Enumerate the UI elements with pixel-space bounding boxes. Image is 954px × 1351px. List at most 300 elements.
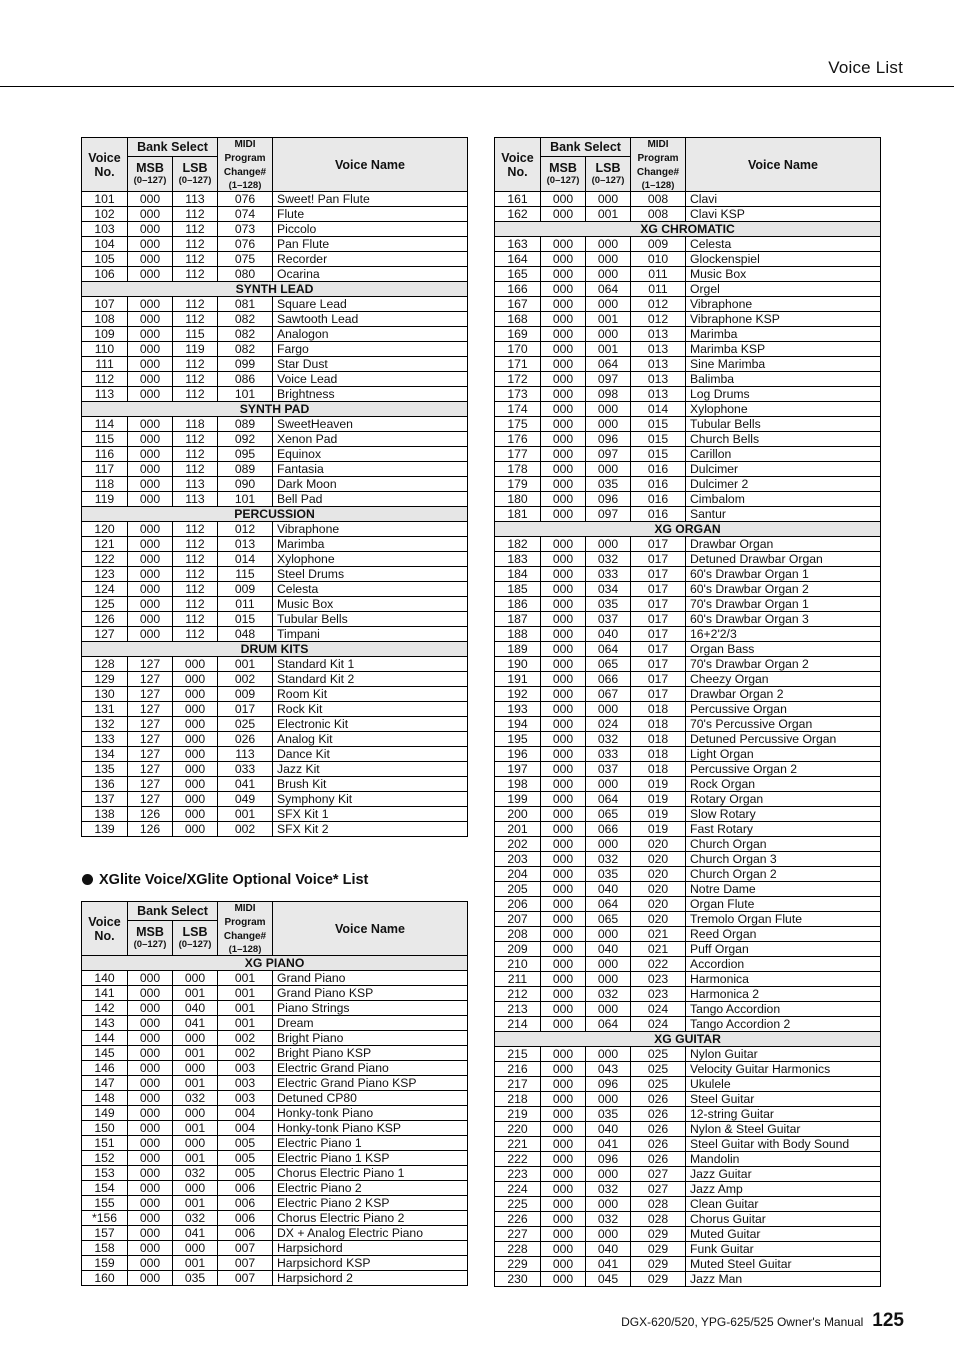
voice-name-cell: Equinox <box>273 447 468 462</box>
lsb-cell: 001 <box>173 1151 218 1166</box>
group-label: DRUM KITS <box>82 642 468 657</box>
voice-row <box>82 462 468 477</box>
group-header-row <box>495 522 881 537</box>
voice-no-cell: 214 <box>495 1017 541 1032</box>
voice-row <box>495 537 881 552</box>
voice-name-cell: Celesta <box>686 237 881 252</box>
voice-name-cell: Dark Moon <box>273 477 468 492</box>
voice-name-cell: Star Dust <box>273 357 468 372</box>
header-row <box>82 902 468 921</box>
voice-row <box>495 1002 881 1017</box>
voice-row <box>82 432 468 447</box>
lsb-cell: 000 <box>586 192 631 207</box>
program-change-cell: 089 <box>218 462 273 477</box>
msb-cell: 000 <box>128 1196 173 1211</box>
program-change-cell: 027 <box>631 1182 686 1197</box>
program-change-cell: 006 <box>218 1211 273 1226</box>
voice-no-cell: 197 <box>495 762 541 777</box>
voice-row <box>495 1197 881 1212</box>
voice-name-cell: Orgel <box>686 282 881 297</box>
voice-row <box>495 507 881 522</box>
lsb-cell: 112 <box>173 582 218 597</box>
msb-cell: 000 <box>128 627 173 642</box>
voice-no-cell: 222 <box>495 1152 541 1167</box>
lsb-cell: 001 <box>173 1121 218 1136</box>
msb-cell: 000 <box>128 192 173 207</box>
voice-row <box>495 747 881 762</box>
voice-name-cell: Santur <box>686 507 881 522</box>
msb-cell: 126 <box>128 822 173 837</box>
group-header-row <box>82 282 468 297</box>
lsb-cell: 000 <box>173 792 218 807</box>
voice-no-cell: 110 <box>82 342 128 357</box>
voice-row <box>82 822 468 837</box>
lsb-cell: 000 <box>173 822 218 837</box>
program-change-cell: 081 <box>218 297 273 312</box>
lsb-cell: 065 <box>586 912 631 927</box>
lsb-cell: 037 <box>586 762 631 777</box>
voice-name-cell: Jazz Amp <box>686 1182 881 1197</box>
msb-label: MSB <box>136 925 164 940</box>
voice-row <box>82 657 468 672</box>
voice-no-cell: 128 <box>82 657 128 672</box>
msb-cell: 000 <box>541 1092 586 1107</box>
msb-cell: 000 <box>541 792 586 807</box>
voice-no-cell: 159 <box>82 1256 128 1271</box>
program-change-cell: 029 <box>631 1272 686 1287</box>
page-header-title: Voice List <box>828 58 903 77</box>
msb-cell: 000 <box>128 477 173 492</box>
voice-name-cell: Notre Dame <box>686 882 881 897</box>
voice-no-cell: 161 <box>495 192 541 207</box>
voice-name-cell: 70's Drawbar Organ 1 <box>686 597 881 612</box>
program-change-cell: 029 <box>631 1242 686 1257</box>
voice-no-cell: 220 <box>495 1122 541 1137</box>
msb-cell: 127 <box>128 777 173 792</box>
msb-cell: 000 <box>541 387 586 402</box>
msb-cell: 000 <box>541 1002 586 1017</box>
voice-no-cell: 127 <box>82 627 128 642</box>
lsb-cell: 064 <box>586 897 631 912</box>
voice-name-cell: Electric Grand Piano KSP <box>273 1076 468 1091</box>
msb-label: MSB <box>136 161 164 176</box>
lsb-cell: 000 <box>173 717 218 732</box>
msb-cell: 000 <box>128 612 173 627</box>
manual-title: DGX-620/520, YPG-625/525 Owner's Manual <box>621 1315 864 1329</box>
program-change-cell: 011 <box>218 597 273 612</box>
header-divider <box>0 86 954 87</box>
voice-name-cell: Chorus Electric Piano 2 <box>273 1211 468 1226</box>
group-label: PERCUSSION <box>82 507 468 522</box>
lsb-cell: 112 <box>173 537 218 552</box>
voice-no-cell: 109 <box>82 327 128 342</box>
voice-name-cell: 16+2'2/3 <box>686 627 881 642</box>
program-change-cell: 001 <box>218 657 273 672</box>
voice-row <box>495 777 881 792</box>
voice-no-cell: 206 <box>495 897 541 912</box>
bullet-icon <box>82 874 93 885</box>
program-change-cell: 014 <box>631 402 686 417</box>
lsb-cell: 040 <box>586 627 631 642</box>
voice-name-cell: 70's Percussive Organ <box>686 717 881 732</box>
voice-no-header: Voice No. <box>82 902 128 956</box>
header-row <box>82 138 468 157</box>
voice-row <box>82 372 468 387</box>
voice-no-cell: 167 <box>495 297 541 312</box>
lsb-cell: 112 <box>173 207 218 222</box>
voice-no-cell: 106 <box>82 267 128 282</box>
lsb-cell: 000 <box>586 1002 631 1017</box>
voice-row <box>495 1107 881 1122</box>
program-change-cell: 013 <box>631 372 686 387</box>
lsb-label: LSB <box>595 161 621 176</box>
voice-no-cell: 230 <box>495 1272 541 1287</box>
voice-name-cell: 60's Drawbar Organ 1 <box>686 567 881 582</box>
lsb-cell: 000 <box>173 1061 218 1076</box>
msb-cell: 000 <box>128 222 173 237</box>
program-change-cell: 041 <box>218 777 273 792</box>
voice-row <box>82 597 468 612</box>
msb-cell: 000 <box>128 372 173 387</box>
voice-row <box>495 1242 881 1257</box>
msb-cell: 000 <box>128 1121 173 1136</box>
voice-row <box>495 822 881 837</box>
voice-row <box>82 537 468 552</box>
voice-row <box>495 672 881 687</box>
program-change-cell: 017 <box>631 612 686 627</box>
program-change-cell: 016 <box>631 477 686 492</box>
voice-name-cell: Dream <box>273 1016 468 1031</box>
msb-cell: 000 <box>541 402 586 417</box>
voice-no-cell: *156 <box>82 1211 128 1226</box>
voice-no-cell: 203 <box>495 852 541 867</box>
msb-cell: 000 <box>541 747 586 762</box>
voice-name-cell: Muted Steel Guitar <box>686 1257 881 1272</box>
msb-cell: 000 <box>541 1257 586 1272</box>
msb-cell: 000 <box>128 312 173 327</box>
msb-cell: 000 <box>128 297 173 312</box>
lsb-cell: 040 <box>173 1001 218 1016</box>
voice-no-cell: 202 <box>495 837 541 852</box>
program-change-cell: 089 <box>218 417 273 432</box>
voice-name-cell: Pan Flute <box>273 237 468 252</box>
lsb-cell: 112 <box>173 252 218 267</box>
lsb-cell: 112 <box>173 387 218 402</box>
lsb-cell: 035 <box>586 1107 631 1122</box>
msb-cell: 000 <box>128 417 173 432</box>
voice-row <box>82 1211 468 1226</box>
voice-row <box>495 987 881 1002</box>
program-change-cell: 082 <box>218 312 273 327</box>
voice-name-cell: Church Organ 3 <box>686 852 881 867</box>
voice-name-cell: Jazz Guitar <box>686 1167 881 1182</box>
voice-name-cell: Steel Guitar with Body Sound <box>686 1137 881 1152</box>
voice-no-cell: 171 <box>495 357 541 372</box>
msb-cell: 127 <box>128 732 173 747</box>
voice-no-cell: 183 <box>495 552 541 567</box>
voice-row <box>495 342 881 357</box>
program-change-cell: 013 <box>218 537 273 552</box>
voice-row <box>82 1046 468 1061</box>
midi-range-label: (1–128) <box>641 180 675 191</box>
voice-name-header: Voice Name <box>273 902 468 956</box>
lsb-cell: 032 <box>586 552 631 567</box>
lsb-cell: 000 <box>586 927 631 942</box>
msb-cell: 000 <box>541 837 586 852</box>
voice-row <box>82 1271 468 1286</box>
program-change-cell: 015 <box>631 432 686 447</box>
bank-select-header: Bank Select <box>541 138 631 157</box>
msb-cell: 000 <box>128 1211 173 1226</box>
program-change-cell: 101 <box>218 387 273 402</box>
midi-program-label: MIDI Program Change# <box>223 903 267 942</box>
voice-name-cell: Vibraphone <box>686 297 881 312</box>
program-change-cell: 082 <box>218 327 273 342</box>
voice-row <box>495 372 881 387</box>
program-change-cell: 025 <box>631 1047 686 1062</box>
program-change-cell: 017 <box>631 597 686 612</box>
msb-cell: 000 <box>541 987 586 1002</box>
msb-cell: 000 <box>541 582 586 597</box>
program-change-cell: 017 <box>631 537 686 552</box>
voice-no-cell: 157 <box>82 1226 128 1241</box>
voice-name-cell: Sine Marimba <box>686 357 881 372</box>
voice-no-cell: 113 <box>82 387 128 402</box>
voice-row <box>82 387 468 402</box>
voice-row <box>82 417 468 432</box>
section-title-text: XGlite Voice/XGlite Optional Voice* List <box>99 872 369 888</box>
program-change-cell: 024 <box>631 1002 686 1017</box>
msb-cell: 000 <box>128 1091 173 1106</box>
lsb-cell: 097 <box>586 447 631 462</box>
program-change-cell: 001 <box>218 971 273 986</box>
voice-name-cell: Cimbalom <box>686 492 881 507</box>
voice-no-cell: 152 <box>82 1151 128 1166</box>
program-change-cell: 008 <box>631 192 686 207</box>
program-change-cell: 003 <box>218 1076 273 1091</box>
voice-no-cell: 104 <box>82 237 128 252</box>
voice-name-cell: Sawtooth Lead <box>273 312 468 327</box>
program-change-cell: 018 <box>631 717 686 732</box>
voice-name-cell: Clavi <box>686 192 881 207</box>
msb-cell: 000 <box>541 342 586 357</box>
voice-no-cell: 165 <box>495 267 541 282</box>
voice-row <box>82 1196 468 1211</box>
midi-range-label: (1–128) <box>228 180 262 191</box>
voice-name-cell: Velocity Guitar Harmonics <box>686 1062 881 1077</box>
voice-no-cell: 185 <box>495 582 541 597</box>
msb-cell: 000 <box>541 642 586 657</box>
voice-row <box>495 477 881 492</box>
voice-name-cell: Log Drums <box>686 387 881 402</box>
voice-name-cell: Rock Kit <box>273 702 468 717</box>
lsb-cell: 032 <box>173 1211 218 1226</box>
lsb-header <box>586 156 631 191</box>
program-change-cell: 012 <box>631 297 686 312</box>
page-footer <box>621 1310 904 1332</box>
page-number: 125 <box>872 1310 904 1331</box>
program-change-cell: 014 <box>218 552 273 567</box>
lsb-cell: 000 <box>586 777 631 792</box>
lsb-cell: 001 <box>173 1256 218 1271</box>
voice-name-cell: Analogon <box>273 327 468 342</box>
program-change-cell: 017 <box>631 552 686 567</box>
voice-no-cell: 180 <box>495 492 541 507</box>
program-change-cell: 073 <box>218 222 273 237</box>
voice-no-cell: 107 <box>82 297 128 312</box>
msb-cell: 000 <box>541 762 586 777</box>
msb-cell: 000 <box>541 312 586 327</box>
program-change-cell: 113 <box>218 747 273 762</box>
program-change-cell: 017 <box>631 687 686 702</box>
voice-name-cell: Mandolin <box>686 1152 881 1167</box>
lsb-cell: 064 <box>586 357 631 372</box>
lsb-cell: 035 <box>586 597 631 612</box>
msb-cell: 000 <box>128 567 173 582</box>
voice-no-cell: 145 <box>82 1046 128 1061</box>
msb-cell: 127 <box>128 717 173 732</box>
program-change-cell: 024 <box>631 1017 686 1032</box>
voice-no-cell: 199 <box>495 792 541 807</box>
voice-row <box>495 1212 881 1227</box>
program-change-cell: 013 <box>631 342 686 357</box>
program-change-cell: 020 <box>631 867 686 882</box>
msb-cell: 127 <box>128 657 173 672</box>
msb-cell: 000 <box>541 1137 586 1152</box>
voice-name-cell: Clean Guitar <box>686 1197 881 1212</box>
voice-row <box>495 942 881 957</box>
voice-name-cell: 60's Drawbar Organ 2 <box>686 582 881 597</box>
msb-cell: 000 <box>128 357 173 372</box>
lsb-cell: 096 <box>586 492 631 507</box>
lsb-cell: 000 <box>173 687 218 702</box>
program-change-cell: 095 <box>218 447 273 462</box>
lsb-cell: 119 <box>173 342 218 357</box>
lsb-cell: 040 <box>586 1242 631 1257</box>
msb-cell: 000 <box>128 1226 173 1241</box>
voice-no-cell: 192 <box>495 687 541 702</box>
msb-cell: 000 <box>128 971 173 986</box>
program-change-cell: 017 <box>631 582 686 597</box>
voice-no-cell: 148 <box>82 1091 128 1106</box>
lsb-cell: 041 <box>586 1257 631 1272</box>
voice-no-cell: 160 <box>82 1271 128 1286</box>
voice-no-cell: 101 <box>82 192 128 207</box>
lsb-cell: 040 <box>586 1122 631 1137</box>
voice-no-cell: 195 <box>495 732 541 747</box>
msb-cell: 000 <box>128 986 173 1001</box>
voice-name-cell: Voice Lead <box>273 372 468 387</box>
voice-no-cell: 224 <box>495 1182 541 1197</box>
program-change-cell: 025 <box>631 1077 686 1092</box>
msb-cell: 000 <box>128 1061 173 1076</box>
msb-cell: 000 <box>128 387 173 402</box>
voice-no-cell: 184 <box>495 567 541 582</box>
msb-cell: 000 <box>541 777 586 792</box>
voice-no-cell: 142 <box>82 1001 128 1016</box>
lsb-cell: 112 <box>173 597 218 612</box>
program-change-cell: 003 <box>218 1091 273 1106</box>
voice-row <box>82 1151 468 1166</box>
voice-row <box>82 1166 468 1181</box>
voice-no-cell: 207 <box>495 912 541 927</box>
voice-name-cell: Vibraphone KSP <box>686 312 881 327</box>
lsb-cell: 034 <box>586 582 631 597</box>
voice-name-cell: Honky-tonk Piano <box>273 1106 468 1121</box>
voice-no-cell: 170 <box>495 342 541 357</box>
lsb-cell: 112 <box>173 612 218 627</box>
voice-name-cell: Detuned Percussive Organ <box>686 732 881 747</box>
voice-row <box>82 567 468 582</box>
lsb-cell: 000 <box>586 402 631 417</box>
program-change-cell: 005 <box>218 1166 273 1181</box>
program-change-cell: 011 <box>631 282 686 297</box>
voice-name-cell: Xenon Pad <box>273 432 468 447</box>
program-change-cell: 049 <box>218 792 273 807</box>
msb-cell: 000 <box>541 702 586 717</box>
voice-no-cell: 172 <box>495 372 541 387</box>
lsb-range-label: (0–127) <box>178 939 212 951</box>
program-change-cell: 001 <box>218 1016 273 1031</box>
voice-no-cell: 134 <box>82 747 128 762</box>
voice-no-cell: 121 <box>82 537 128 552</box>
msb-cell: 000 <box>541 372 586 387</box>
program-change-cell: 018 <box>631 702 686 717</box>
voice-name-cell: Electric Piano 1 <box>273 1136 468 1151</box>
msb-cell: 000 <box>541 1197 586 1212</box>
program-change-cell: 029 <box>631 1257 686 1272</box>
voice-row <box>495 1272 881 1287</box>
voice-no-cell: 138 <box>82 807 128 822</box>
msb-cell: 000 <box>541 207 586 222</box>
voice-no-cell: 118 <box>82 477 128 492</box>
voice-no-cell: 178 <box>495 462 541 477</box>
msb-cell: 000 <box>128 537 173 552</box>
midi-program-header <box>631 138 686 192</box>
voice-no-cell: 229 <box>495 1257 541 1272</box>
msb-cell: 000 <box>541 912 586 927</box>
voice-row <box>82 342 468 357</box>
voice-row <box>82 1241 468 1256</box>
voice-no-cell: 149 <box>82 1106 128 1121</box>
lsb-cell: 033 <box>586 747 631 762</box>
voice-no-cell: 136 <box>82 777 128 792</box>
lsb-cell: 065 <box>586 657 631 672</box>
program-change-cell: 026 <box>631 1107 686 1122</box>
lsb-cell: 000 <box>173 747 218 762</box>
lsb-cell: 000 <box>586 1092 631 1107</box>
program-change-cell: 115 <box>218 567 273 582</box>
program-change-cell: 099 <box>218 357 273 372</box>
lsb-cell: 112 <box>173 522 218 537</box>
voice-row <box>495 687 881 702</box>
voice-name-cell: Tubular Bells <box>686 417 881 432</box>
lsb-cell: 043 <box>586 1062 631 1077</box>
voice-no-cell: 215 <box>495 1047 541 1062</box>
lsb-cell: 001 <box>586 342 631 357</box>
lsb-cell: 032 <box>586 852 631 867</box>
voice-name-cell: Light Organ <box>686 747 881 762</box>
voice-no-cell: 174 <box>495 402 541 417</box>
voice-no-cell: 226 <box>495 1212 541 1227</box>
program-change-cell: 048 <box>218 627 273 642</box>
lsb-cell: 112 <box>173 372 218 387</box>
section-title <box>82 872 368 888</box>
voice-name-cell: Standard Kit 2 <box>273 672 468 687</box>
lsb-cell: 112 <box>173 237 218 252</box>
voice-name-cell: Puff Organ <box>686 942 881 957</box>
voice-no-cell: 105 <box>82 252 128 267</box>
